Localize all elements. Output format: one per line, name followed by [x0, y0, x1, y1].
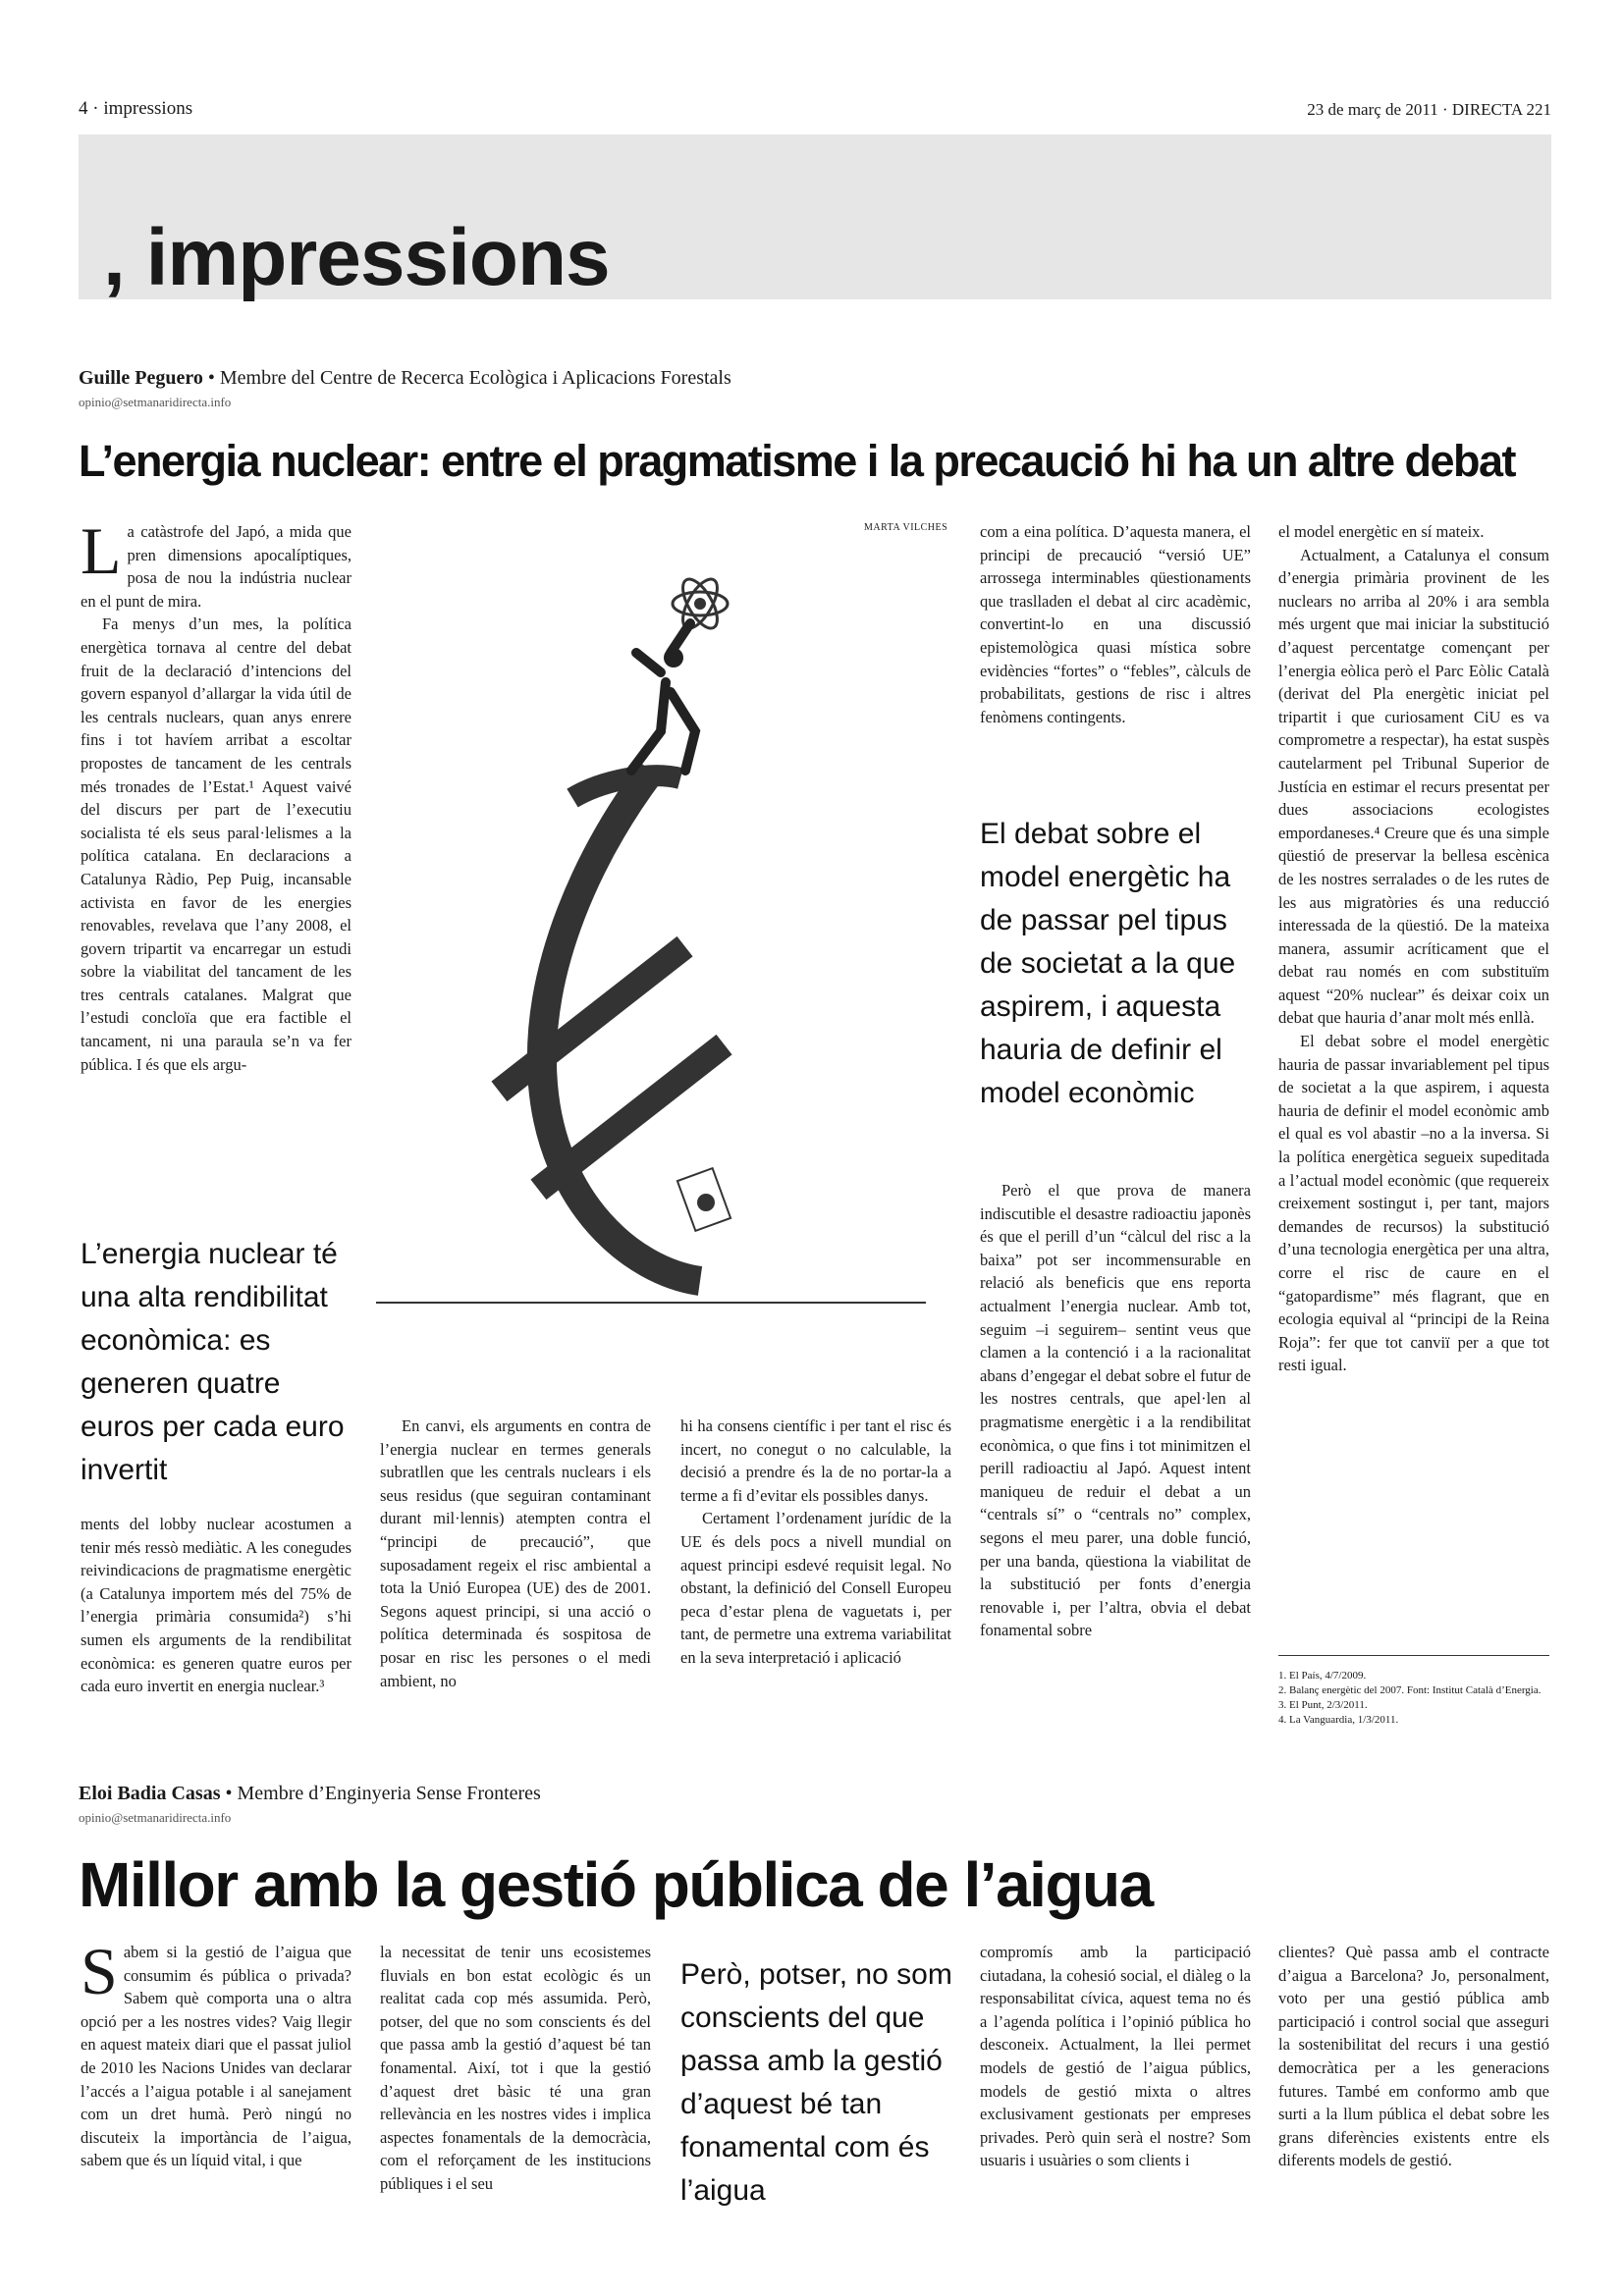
- article-column: [380, 1415, 651, 1692]
- footnote: 2. Balanç energètic del 2007. Font: Institut Català d’Energia.: [1278, 1684, 1542, 1696]
- footnote: 3. El Punt, 2/3/2011.: [1278, 1699, 1368, 1711]
- author-email: opinio@setmanaridirecta.info: [79, 1810, 232, 1825]
- paragraph: El debat sobre el model energètic hauria de passar invariablement pel tipus de societat a la que aspirem, i aquesta hauria de definir el model econòmic amb el qual es vol abastir –no a la inversa. Si la política energètica segueix supeditada a l’actual model econòmic (que requereix creixement sostingut i, per tant, majors demandes de recursos) la substitució d’una tecnologia energètica per una altra, corre el risc de caure en el “gatopardisme” més flagrant, que en ecologia equival al “principi de la Reina Roja”: fer que tot canviï per a que tot resti igual.: [1278, 1032, 1549, 1375]
- paragraph: compromís amb la participació ciutadana, la cohesió social, el diàleg o la responsabilitat cívica, aquest tema no és a l’agenda política i l’opinió pública ho desconeix. Actualment, la llei permet models de gestió de l’aigua públics, models de gestió mixta o altres exclusivament gestionats per empreses privades. Però quin serà el nostre? Som usuaris i usuàries o som clients i: [980, 1943, 1251, 2170]
- article-column: [980, 1179, 1251, 1642]
- article-column: [1278, 1941, 1549, 2172]
- paragraph: a catàstrofe del Japó, a mida que pren dimensions apocalíptiques, posa de nou la indústria nuclear en el punt de mira.: [81, 522, 352, 611]
- article-column: [81, 1934, 352, 2172]
- author: Eloi Badia Casas: [79, 1783, 221, 1804]
- pull-quote: El debat sobre el model energètic ha de passar pel tipus de societat a la que aspirem, i aquesta hauria de definir el model econòmic: [980, 818, 1236, 1109]
- author: Guille Peguero: [79, 367, 203, 389]
- article-column: [81, 1513, 352, 1698]
- pull-quote: Però, potser, no som conscients del que passa amb la gestió d’aquest bé tan fonamental com és l’aigua: [680, 1958, 952, 2207]
- paragraph: Certament l’ordenament jurídic de la UE és dels pocs a nivell mundial on aquest principi esdevé requisit legal. No obstant, la definició del Consell Europeu peca d’estar plena de vaguetats i, per tant, de permetre una extrema variabilitat en la seva interpretació i aplicació: [680, 1509, 951, 1667]
- page-section-label: 4 · impressions: [79, 98, 193, 119]
- paragraph: En canvi, els arguments en contra de l’energia nuclear en termes generals subratllen que les centrals nuclears i els seus residus (que seguiran contaminant durant mil·lennis) atempten contra el “principi de precaució”, que suposadament regeix el risc ambiental a tota la Unió Europea (UE) des de 2001. Segons aquest principi, si una acció o política determinada és sospitosa de posar en risc les persones o el medi ambient, no: [380, 1416, 651, 1690]
- pull-quote: L’energia nuclear té una alta rendibilitat econòmica: es generen quatre euros per cada euro invertit: [81, 1238, 345, 1486]
- byline: [79, 367, 731, 390]
- paragraph: la necessitat de tenir uns ecosistemes fluvials en bon estat ecològic és un realitat cada cop més assumida. Però, potser, del que no som conscients és del que passa amb la gestió d’aquest bé tan fonamental. Així, tot i que la gestió d’aquest dret bàsic té una gran rellevància en les nostres vides i implica aspectes fonamentals de la democràcia, com el reforçament de les institucions públiques i el seu: [380, 1943, 651, 2193]
- footnotes: [1278, 1669, 1549, 1728]
- article-column: [980, 1941, 1251, 2172]
- article-column: [380, 1941, 651, 2196]
- euro-illustration: [376, 535, 950, 1320]
- drop-cap: S: [81, 1934, 118, 2008]
- paragraph: com a eina política. D’aquesta manera, el principi de precaució “versió UE” arrossega interminables qüestionaments que traslladen el debat al circ acadèmic, convertint-lo en una discussió epistemològica quasi mística sobre evidències “fortes” o “febles”, càlculs de probabilitats, gestions de risc i altres fenòmens contingents.: [980, 522, 1251, 726]
- paragraph: el model energètic en sí mateix.: [1278, 522, 1485, 541]
- image-credit: MARTA VILCHES: [864, 522, 948, 533]
- paragraph: clientes? Què passa amb el contracte d’aigua a Barcelona? Jo, personalment, voto per una gestió pública amb participació i control social que asseguri la sostenibilitat del recurs i una gestió democràtica per a les generacions futures. També em conformo amb que surti a la llum pública el debat sobre les grans diferències existents entre els diferents models de gestió.: [1278, 1943, 1549, 2170]
- footnote: 1. El País, 4/7/2009.: [1278, 1670, 1367, 1682]
- byline: [79, 1783, 541, 1805]
- paragraph: Fa menys d’un mes, la política energètica tornava al centre del debat fruit de la declaració d’intencions del govern espanyol d’allargar la vida útil de les centrals nuclears, quan anys enrere fins i tot havíem arribat a escoltar propostes de tancament de les centrals més tronades de l’Estat.¹ Aquest vaivé del discurs per part de l’executiu socialista té els seus paral·lelismes a la política catalana. En declaracions a Catalunya Ràdio, Pep Puig, incansable activista en favor de les energies renovables, revelava que l’any 2008, el govern tripartit va encarregar un estudi sobre la viabilitat del tancament de les tres centrals catalanes. Malgrat que l’estudi concloïa que era factible el tancament, ni una paraula se’n va fer pública. I és que els argu-: [81, 614, 352, 1074]
- paragraph: Però el que prova de manera indiscutible el desastre radioactiu japonès és que el perill d’un “càlcul del risc a la baixa” pot ser incommensurable en relació als beneficis que ens reporta actualment l’energia nuclear. Amb tot, seguim –i seguirem– sentint veus que clamen a la contenció i a la racionalitat abans d’engegar el debat sobre el futur de les nostres centrals, que apel·len al pragmatisme energètic i a la rendibilitat econòmica, o que fins i tot minimitzen el perill radioactiu al Japó. Aquest intent maniqueu de reduir el debat a un “centrals sí” o “centrals no” complex, segons el meu parer, una doble funció, per una banda, qüestiona la viabilitat de la substitució per fonts d’energia renovable i, per l’altra, obvia el debat fonamental sobre: [980, 1181, 1251, 1640]
- article-column: [980, 520, 1251, 728]
- headline: Millor amb la gestió pública de l’aigua: [79, 1849, 1153, 1920]
- headline: L’energia nuclear: entre el pragmatisme i la precaució hi ha un altre debat: [79, 436, 1516, 486]
- date-issue: 23 de març de 2011 · DIRECTA 221: [1307, 100, 1551, 119]
- paragraph: Actualment, a Catalunya el consum d’energia primària provinent de les nuclears no arriba al 20% i ara sembla més urgent que mai iniciar la substitució d’aquest percentatge començant per l’energia eòlica però el Parc Eòlic Català (derivat del Pla energètic iniciat pel tripartit i que curiosament CiU es va comprometre a respectar), ha estat suspès cautelarment pel Tribunal Superior de Justícia en estimar el recurs presentat per dues associacions ecologistes empordaneses.⁴ Creure que és una simple qüestió de preservar la bellesa escènica de les nostres serralades o de les rutes de les aus migratòries és una reducció interessada de la qüestió. De la mateixa manera, assumir acríticament que el debat rau només en com substituïm aquest “20% nuclear” és deixar coix un debat que hauria d’anar molt més enllà.: [1278, 545, 1549, 1028]
- paragraph: ments del lobby nuclear acostumen a tenir més ressò mediàtic. A les conegudes reivindicacions de pragmatisme energètic (a Catalunya importem més del 75% de l’energia primària consumida²) s’hi sumen els arguments de la rendibilitat econòmica: es generen quatre euros per cada euro invertit en energia nuclear.³: [81, 1515, 352, 1696]
- paragraph: hi ha consens científic i per tant el risc és incert, no conegut o no calculable, la decisió a prendre és la de no portar-la a terme a fi d’evitar els possibles danys.: [680, 1416, 951, 1505]
- footnote: 4. La Vanguardia, 1/3/2011.: [1278, 1714, 1399, 1726]
- author-email: opinio@setmanaridirecta.info: [79, 395, 232, 409]
- article-column: [1278, 520, 1549, 1377]
- author-role: • Membre d’Enginyeria Sense Fronteres: [220, 1783, 541, 1804]
- article-column: [680, 1415, 951, 1670]
- footnote-divider: [1278, 1655, 1549, 1656]
- section-title: , impressions: [103, 213, 610, 302]
- paragraph: abem si la gestió de l’aigua que consumim és pública o privada? Sabem què comporta una o altra opció per a les nostres vides? Vaig llegir en aquest mateix diari que el passat juliol de 2010 les Nacions Unides van declarar l’accés a l’aigua potable i al sanejament com un dret humà. Però ningú no discuteix la importància de l’aigua, sabem que és un líquid vital, i que: [81, 1943, 352, 2170]
- article-column: [81, 513, 352, 1076]
- drop-cap: L: [81, 513, 122, 588]
- author-role: • Membre del Centre de Recerca Ecològica i Aplicacions Forestals: [202, 367, 731, 389]
